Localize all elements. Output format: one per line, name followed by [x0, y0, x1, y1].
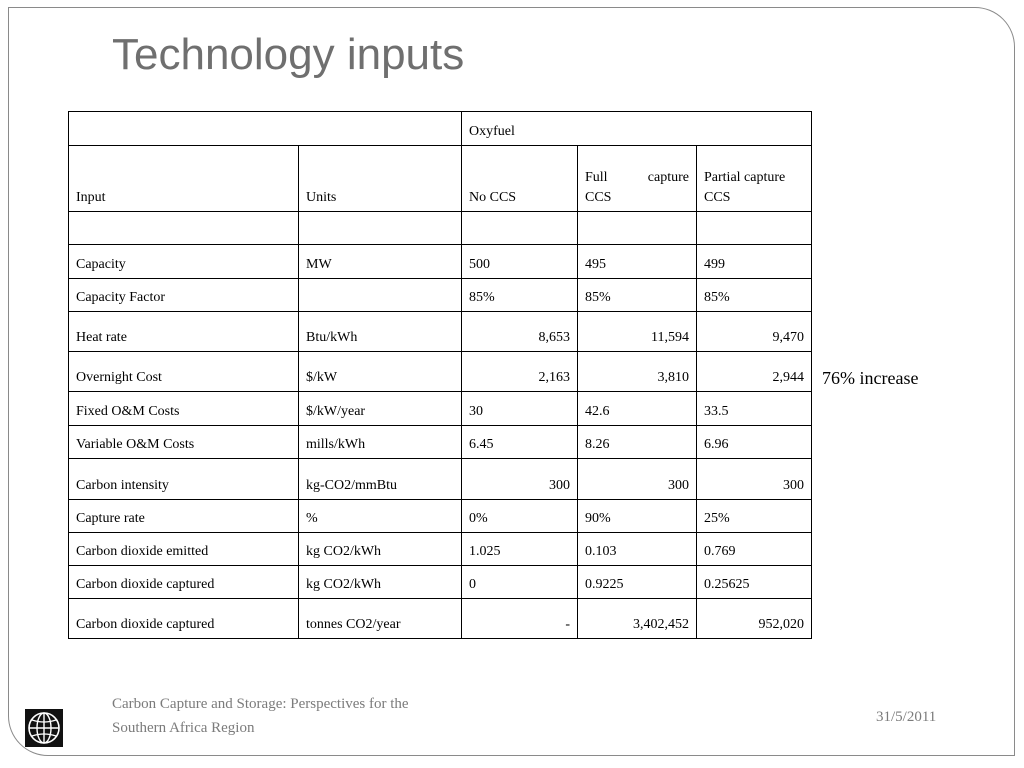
table-row: [69, 426, 812, 459]
header-units: Units: [299, 146, 462, 212]
cell-full: 0.9225: [578, 566, 697, 599]
header-partial-capture: Partial capture CCS: [697, 146, 812, 212]
header-input: Input: [69, 146, 299, 212]
cell-input: Capacity: [69, 245, 299, 279]
cell-units: %: [299, 500, 462, 533]
cell-full: 3,402,452: [578, 599, 697, 639]
table-row: [69, 566, 812, 599]
cell-no-ccs: -: [462, 599, 578, 639]
cell-units: Btu/kWh: [299, 312, 462, 352]
cell-partial: 952,020: [697, 599, 812, 639]
cell-input: Carbon intensity: [69, 459, 299, 500]
cell-partial: 25%: [697, 500, 812, 533]
full-capture-word: Full: [585, 170, 608, 185]
cell-no-ccs: 30: [462, 392, 578, 426]
table-row: [69, 245, 812, 279]
cell-no-ccs: 300: [462, 459, 578, 500]
table-row: [69, 533, 812, 566]
cell-no-ccs: 1.025: [462, 533, 578, 566]
technology-inputs-table: [68, 111, 812, 639]
cell-partial: 300: [697, 459, 812, 500]
full-capture-line: [585, 168, 689, 188]
cell-units: kg-CO2/mmBtu: [299, 459, 462, 500]
cell-input: Carbon dioxide emitted: [69, 533, 299, 566]
table-cell-blank: [462, 212, 578, 245]
full-capture-word: CCS: [585, 190, 612, 205]
cell-partial: 499: [697, 245, 812, 279]
table-cell-blank: [69, 212, 299, 245]
footer-caption: [112, 692, 409, 740]
oxyfuel-group-header: Oxyfuel: [462, 112, 812, 146]
cell-input: Fixed O&M Costs: [69, 392, 299, 426]
cell-input: Capacity Factor: [69, 279, 299, 312]
world-bank-globe-icon: [25, 709, 63, 747]
header-full-capture: [578, 146, 697, 212]
cell-no-ccs: 2,163: [462, 352, 578, 392]
cell-no-ccs: 0%: [462, 500, 578, 533]
table-row: [69, 392, 812, 426]
table-cell-blank: [697, 212, 812, 245]
slide-title: Technology inputs: [112, 30, 465, 79]
cell-no-ccs: 85%: [462, 279, 578, 312]
table-row: [69, 599, 812, 639]
table-row: [69, 459, 812, 500]
cell-units: mills/kWh: [299, 426, 462, 459]
cell-partial: 2,944: [697, 352, 812, 392]
table-row: [69, 500, 812, 533]
cell-full: 495: [578, 245, 697, 279]
cell-no-ccs: 8,653: [462, 312, 578, 352]
full-capture-word: capture: [647, 170, 689, 185]
table-row: [69, 279, 812, 312]
cell-input: Heat rate: [69, 312, 299, 352]
footer-date: 31/5/2011: [876, 709, 937, 725]
cell-partial: 0.25625: [697, 566, 812, 599]
table-spacer-row: [69, 212, 812, 245]
cell-full: 42.6: [578, 392, 697, 426]
cell-units: MW: [299, 245, 462, 279]
cost-increase-note: 76% increase: [822, 368, 919, 388]
footer-line: Carbon Capture and Storage: Perspectives for the: [112, 696, 409, 712]
table-row: [69, 312, 812, 352]
cell-input: Variable O&M Costs: [69, 426, 299, 459]
table-row: [69, 352, 812, 392]
cell-no-ccs: 6.45: [462, 426, 578, 459]
header-no-ccs: No CCS: [462, 146, 578, 212]
cell-partial: 6.96: [697, 426, 812, 459]
footer-line: Southern Africa Region: [112, 720, 255, 736]
cell-units: $/kW/year: [299, 392, 462, 426]
cell-full: 8.26: [578, 426, 697, 459]
cell-partial: 33.5: [697, 392, 812, 426]
cell-full: 0.103: [578, 533, 697, 566]
cell-full: 3,810: [578, 352, 697, 392]
cell-partial: 9,470: [697, 312, 812, 352]
cell-partial: 0.769: [697, 533, 812, 566]
cell-full: 11,594: [578, 312, 697, 352]
cell-input: Carbon dioxide captured: [69, 566, 299, 599]
cell-units: kg CO2/kWh: [299, 566, 462, 599]
cell-input: Capture rate: [69, 500, 299, 533]
table-column-header-row: [69, 146, 812, 212]
table-cell-blank: [69, 112, 462, 146]
cell-no-ccs: 0: [462, 566, 578, 599]
table-cell-blank: [578, 212, 697, 245]
cell-units: [299, 279, 462, 312]
cell-full: 300: [578, 459, 697, 500]
table-cell-blank: [299, 212, 462, 245]
cell-full: 90%: [578, 500, 697, 533]
table-group-header-row: [69, 112, 812, 146]
cell-units: kg CO2/kWh: [299, 533, 462, 566]
cell-partial: 85%: [697, 279, 812, 312]
cell-full: 85%: [578, 279, 697, 312]
cell-input: Carbon dioxide captured: [69, 599, 299, 639]
cell-input: Overnight Cost: [69, 352, 299, 392]
cell-units: $/kW: [299, 352, 462, 392]
cell-units: tonnes CO2/year: [299, 599, 462, 639]
cell-no-ccs: 500: [462, 245, 578, 279]
